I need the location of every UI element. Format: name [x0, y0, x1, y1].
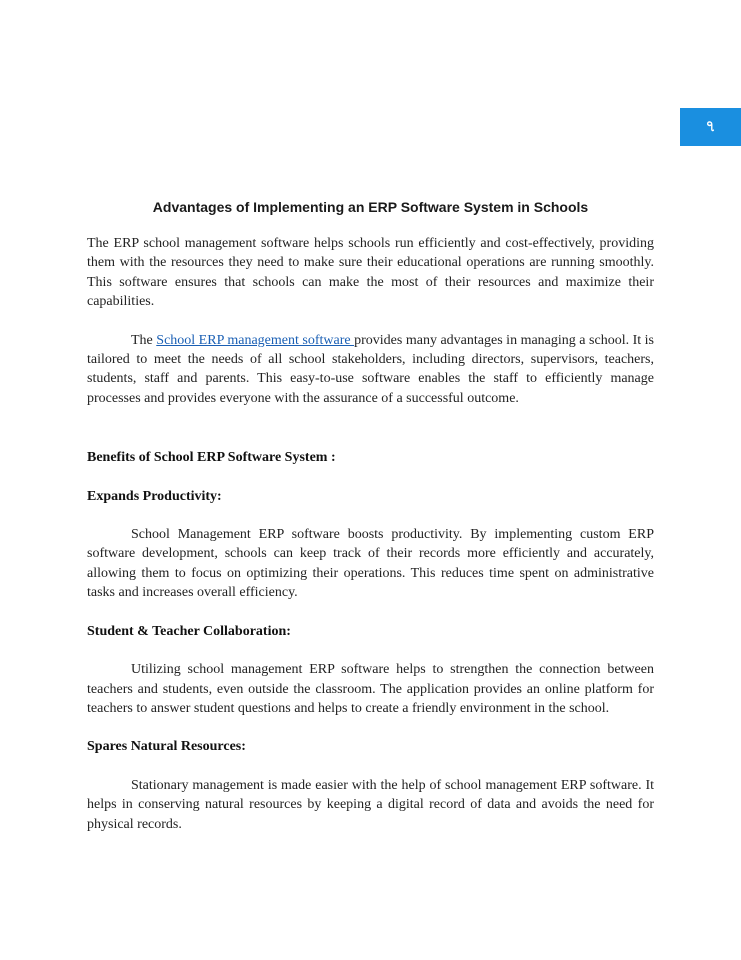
erp-advantages-paragraph	[87, 331, 654, 409]
paragraph-prefix: The	[131, 332, 157, 348]
page-number-label: ৭	[705, 116, 716, 135]
school-erp-software-link[interactable]: School ERP management software	[156, 332, 355, 348]
document-body	[87, 197, 654, 834]
section-heading-productivity: Expands Productivity:	[87, 488, 222, 504]
intro-paragraph: The ERP school management software helps schools run efficiently and cost-effectively, providing them with the resources they need to make sure their educational operations are running smoothly. This software ensures that schools can make the most of their resources and maximize their capabilities.	[87, 236, 654, 310]
benefits-heading: Benefits of School ERP Software System :	[87, 450, 336, 466]
section-heading-natural-resources: Spares Natural Resources:	[87, 739, 246, 755]
page-number-badge	[680, 108, 741, 146]
section-body-productivity: School Management ERP software boosts productivity. By implementing custom ERP software development, schools can keep track of their records more efficiently and accurately, allowing them to focus on optimizing their operations. This reduces time spent on administrative tasks and increases overall efficiency.	[87, 527, 654, 601]
paragraph-suffix: provides many advantages in managing a school. It is tailored to meet the needs of all school stakeholders, including directors, supervisors, teachers, students, staff and parents. This easy-to-use software enables the staff to efficiently manage processes and provides everyone with the assurance of a successful outcome.	[87, 332, 655, 406]
section-body-collaboration: Utilizing school management ERP software helps to strengthen the connection between teachers and students, even outside the classroom. The application provides an online platform for teachers to answer student questions and helps to create a friendly environment in the school.	[87, 662, 654, 716]
document-title: Advantages of Implementing an ERP Software System in Schools	[152, 199, 589, 215]
section-heading-collaboration: Student & Teacher Collaboration:	[87, 623, 291, 639]
section-body-natural-resources: Stationary management is made easier with the help of school management ERP software. It helps in conserving natural resources by keeping a digital record of data and avoids the need for physical records.	[87, 777, 654, 832]
